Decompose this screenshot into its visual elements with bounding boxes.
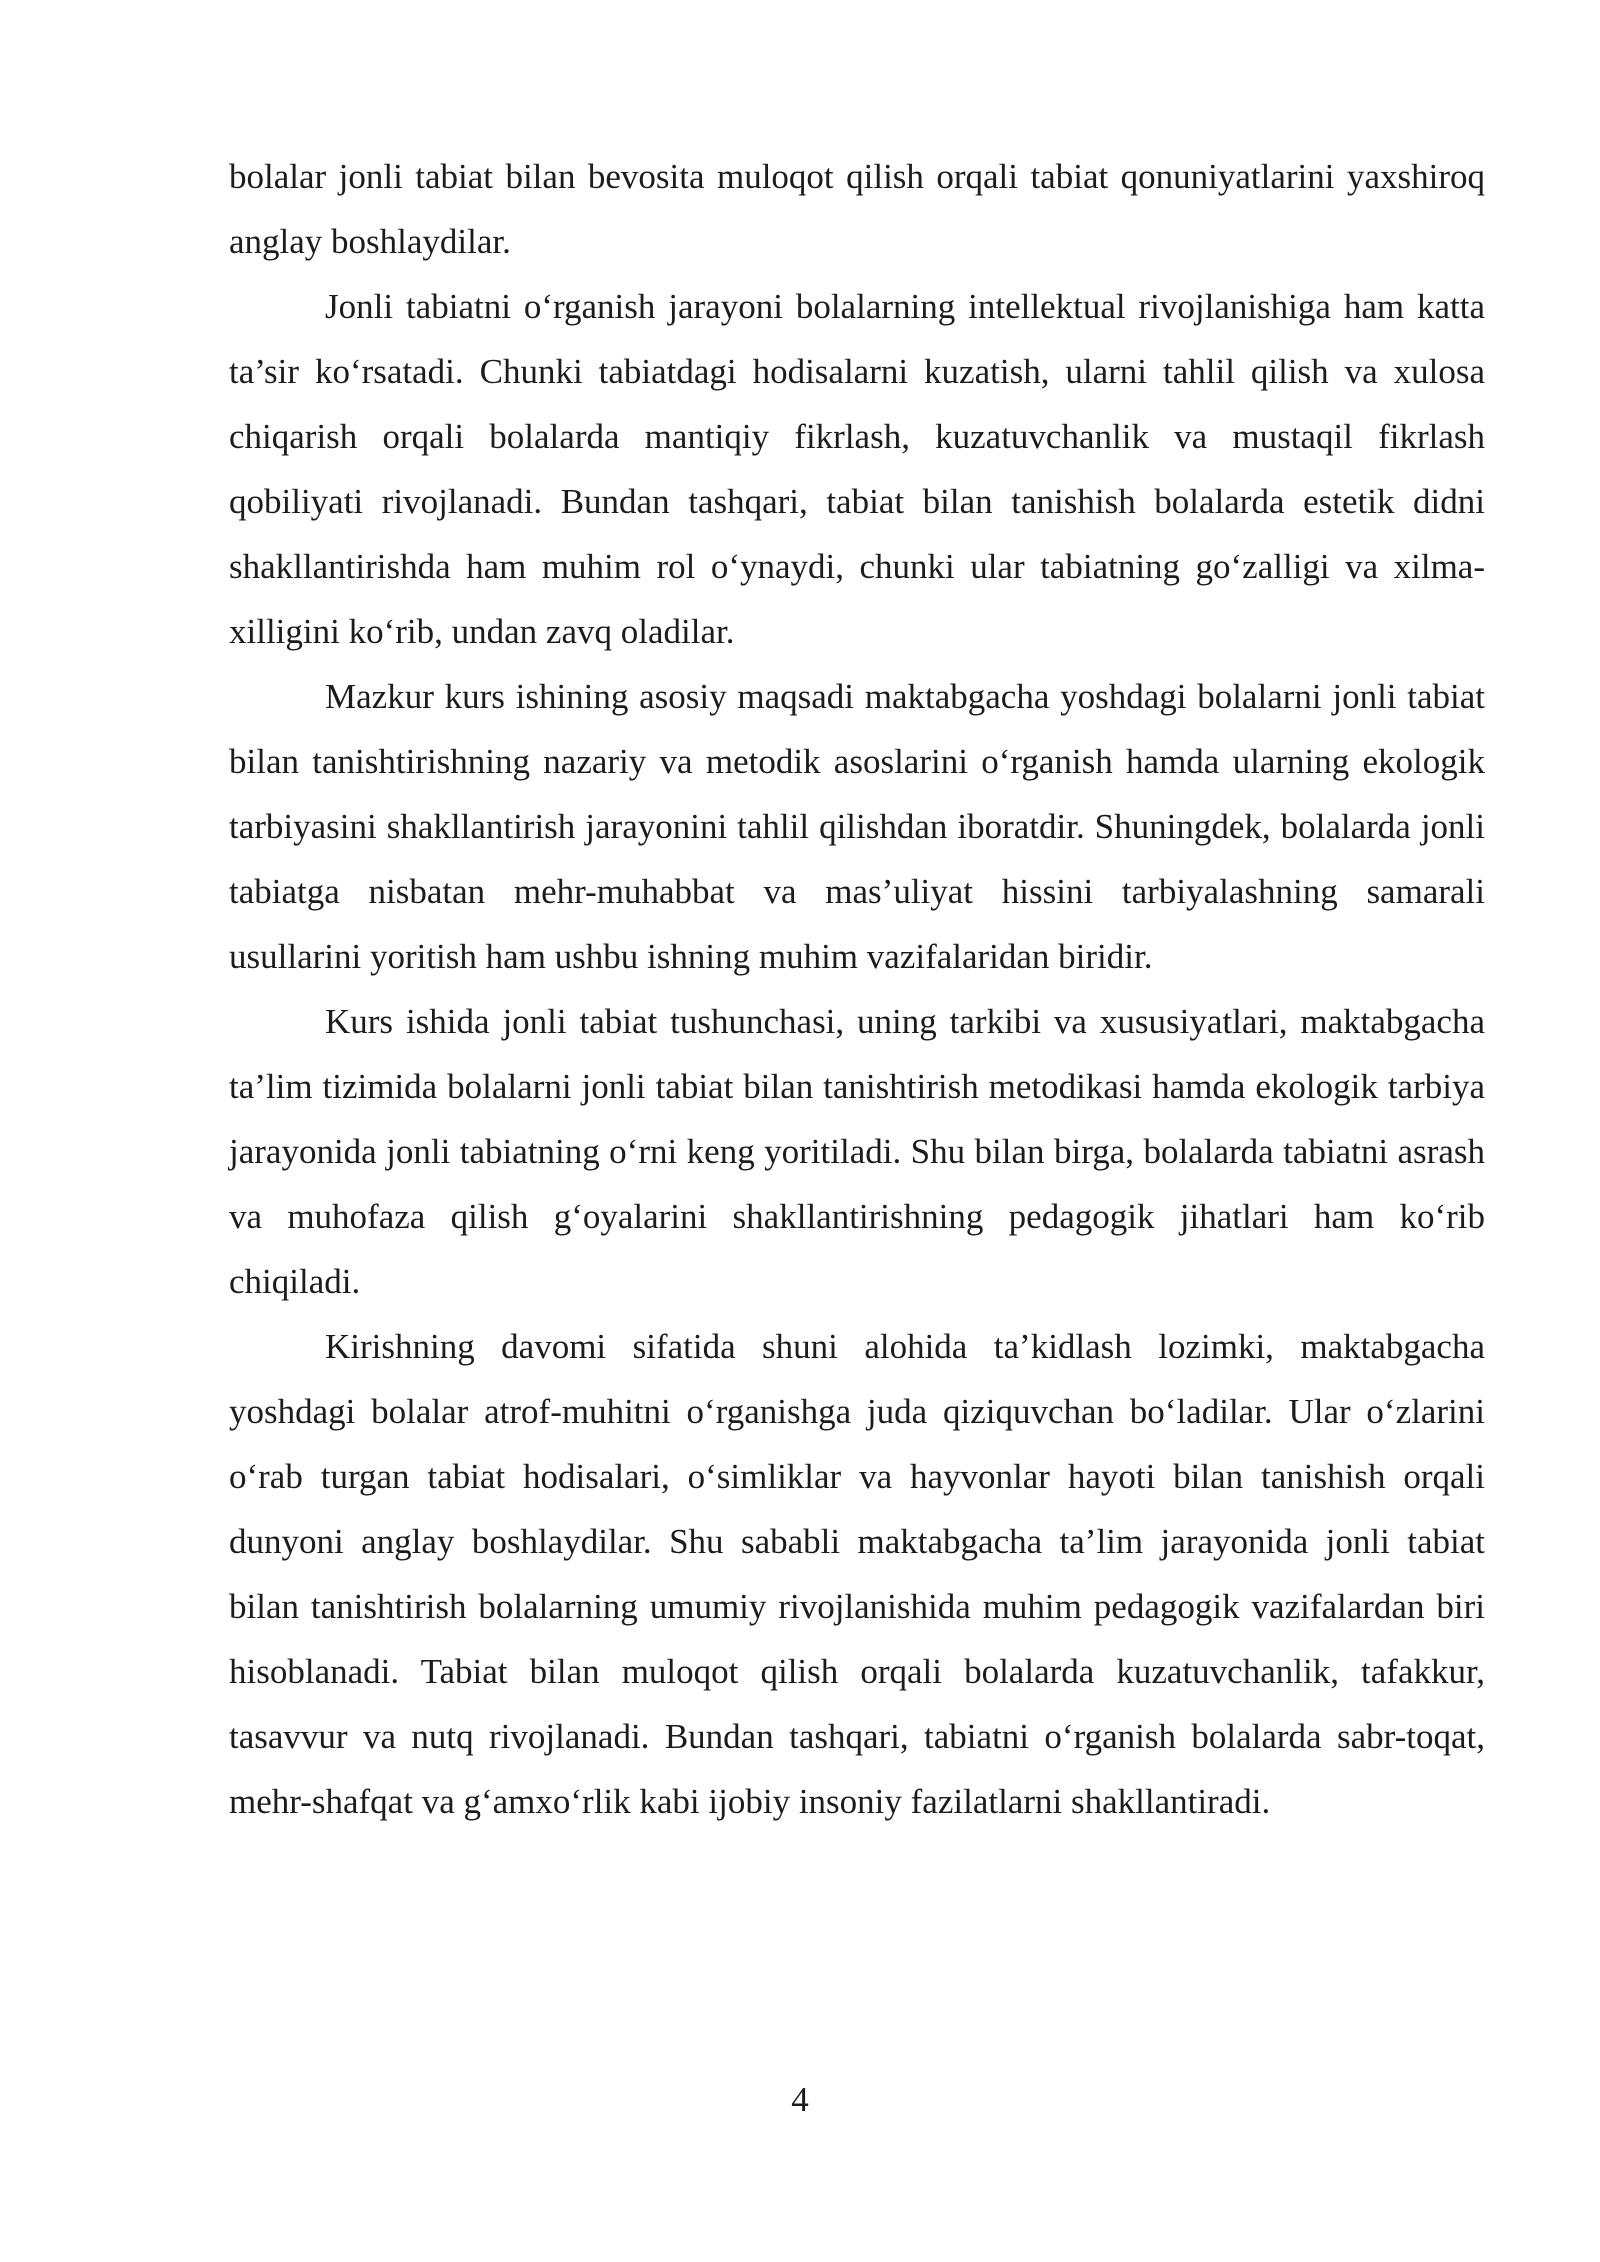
body-text bbox=[229, 144, 1485, 1834]
paragraph-course-content: Kurs ishida jonli tabiat tushunchasi, uning tarkibi va xususiyatlari, maktabgacha ta’lim tizimida bolalarni jonli tabiat bilan tanishtirish metodikasi hamda ekologik tarbiya jarayonida jonli tabiatning o‘rni keng yoritiladi. Shu bilan birga, bolalarda tabiatni asrash va muhofaza qilish g‘oyalarini shakllantirishning pedagogik jihatlari ham ko‘rib chiqiladi. bbox=[229, 1002, 1485, 1301]
paragraph-intellectual-development: Jonli tabiatni o‘rganish jarayoni bolalarning intellektual rivojlanishiga ham katta ta’sir ko‘rsatadi. Chunki tabiatdagi hodisalarni kuzatish, ularni tahlil qilish va xulosa chiqarish orqali bolalarda mantiqiy fikrlash, kuzatuvchanlik va mustaqil fikrlash qobiliyati rivojlanadi. Bundan tashqari, tabiat bilan tanishish bolalarda estetik didni shakllantirishda ham muhim rol o‘ynaydi, chunki ular tabiatning go‘zalligi va xilma-xilligini ko‘rib, undan zavq oladilar. bbox=[229, 287, 1485, 651]
page-number: 4 bbox=[791, 2080, 809, 2119]
paragraph-introduction-continued: Kirishning davomi sifatida shuni alohida ta’kidlash lozimki, maktabgacha yoshdagi bolalar atrof-muhitni o‘rganishga juda qiziquvchan bo‘ladilar. Ular o‘zlarini o‘rab turgan tabiat hodisalari, o‘simliklar va hayvonlar hayoti bilan tanishish orqali dunyoni anglay boshlaydilar. Shu sababli maktabgacha ta’lim jarayonida jonli tabiat bilan tanishtirish bolalarning umumiy rivojlanishida muhim pedagogik vazifalardan biri hisoblanadi. Tabiat bilan muloqot qilish orqali bolalarda kuzatuvchanlik, tafakkur, tasavvur va nutq rivojlanadi. Bundan tashqari, tabiatni o‘rganish bolalarda sabr-toqat, mehr-shafqat va g‘amxo‘rlik kabi ijobiy insoniy fazilatlarni shakllantiradi. bbox=[229, 1327, 1485, 1821]
paragraph-continuation: bolalar jonli tabiat bilan bevosita muloqot qilish orqali tabiat qonuniyatlarini yaxshiroq anglay boshlaydilar. bbox=[229, 157, 1485, 261]
paragraph-course-goal: Mazkur kurs ishining asosiy maqsadi maktabgacha yoshdagi bolalarni jonli tabiat bilan tanishtirishning nazariy va metodik asoslarini o‘rganish hamda ularning ekologik tarbiyasini shakllantirish jarayonini tahlil qilishdan iboratdir. Shuningdek, bolalarda jonli tabiatga nisbatan mehr-muhabbat va mas’uliyat hissini tarbiyalashning samarali usullarini yoritish ham ushbu ishning muhim vazifalaridan biridir. bbox=[229, 677, 1485, 976]
